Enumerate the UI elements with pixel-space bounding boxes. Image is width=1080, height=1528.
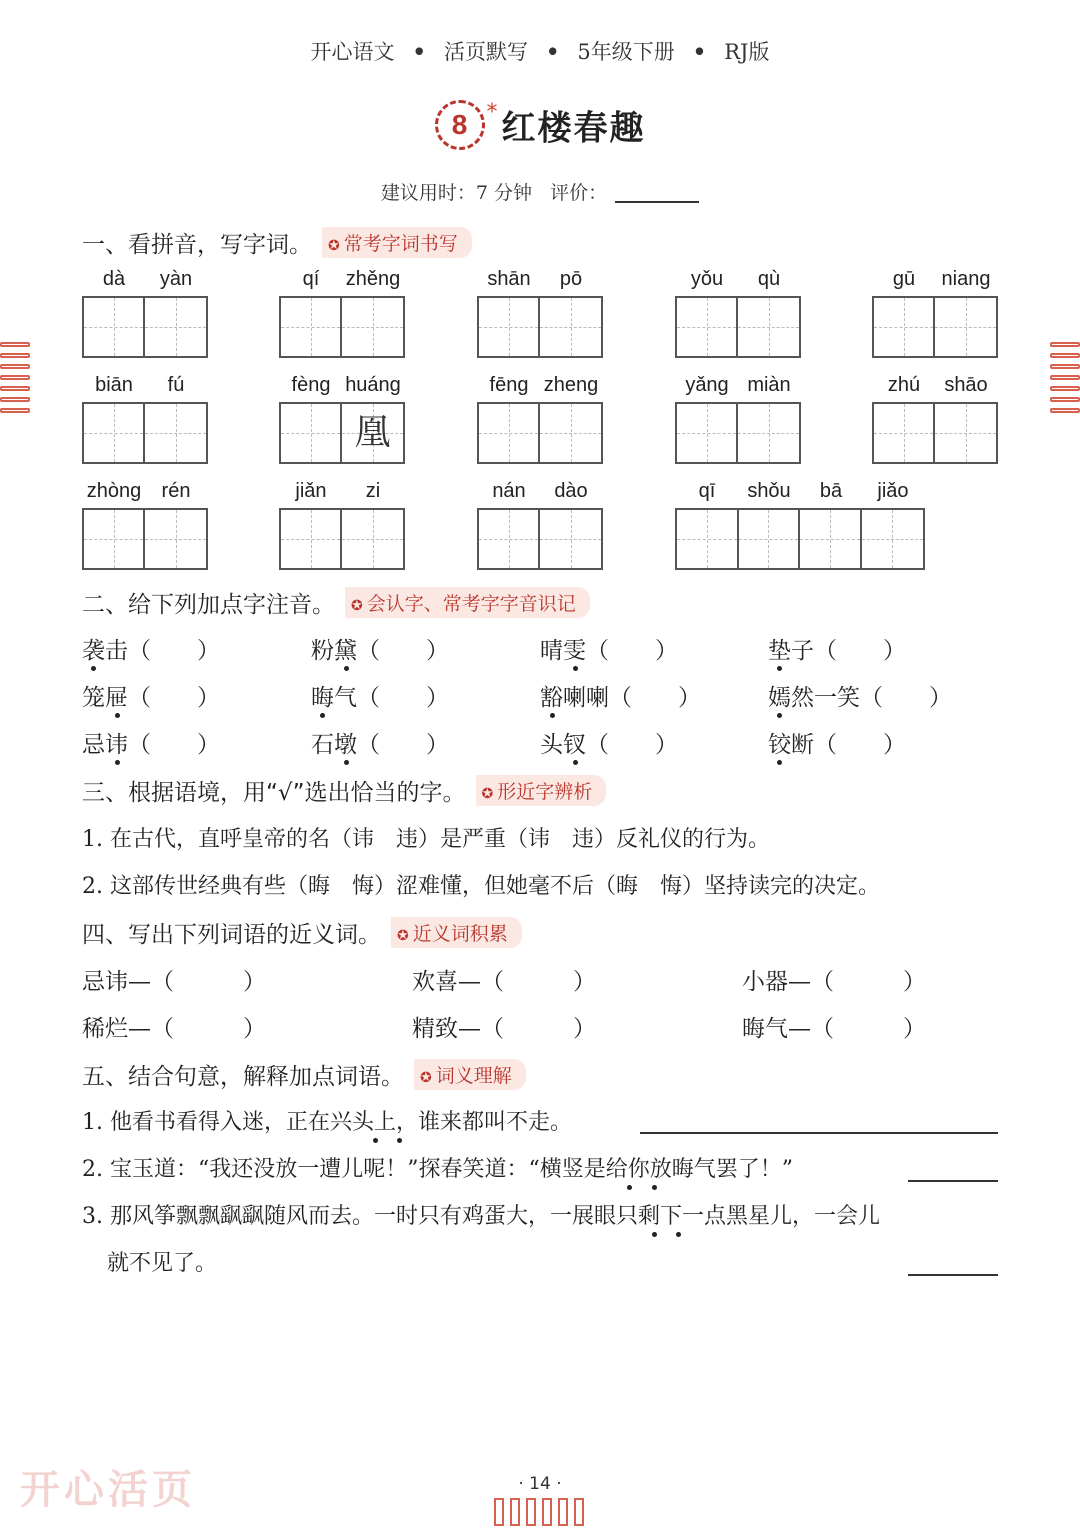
emphasis-dot [573, 666, 578, 671]
grid-cell[interactable] [540, 510, 601, 568]
section-1-title [82, 226, 472, 259]
pinyin-item[interactable]: 铰断（ ） [768, 732, 906, 758]
answer-line[interactable] [908, 1180, 998, 1182]
pinyin: zi [365, 480, 381, 502]
synonym-item[interactable]: 欢喜—（ ） [412, 969, 596, 995]
pinyin: qù [757, 268, 781, 290]
grid-cell[interactable] [281, 510, 342, 568]
header-sep: • [412, 39, 426, 64]
gear-icon: ✪ [351, 598, 363, 614]
answer-line[interactable] [640, 1132, 998, 1134]
explain-sentence: 1. 他看书看得入迷，正在兴头上，谁来都叫不走。 [82, 1110, 572, 1135]
writing-grid[interactable] [872, 402, 998, 464]
pinyin: dào [554, 480, 588, 502]
grid-cell[interactable] [145, 404, 206, 462]
pinyin: bā [819, 480, 843, 502]
section-5-heading: 五、结合句意，解释加点词语。 [82, 1064, 404, 1090]
star-icon: * [486, 100, 498, 125]
lesson-number-badge: 8 [435, 100, 485, 150]
pinyin: dà [102, 268, 126, 290]
emphasis-dot [627, 1185, 632, 1190]
pinyin: fèng [291, 374, 331, 396]
pinyin: miàn [747, 374, 791, 396]
grid-cell[interactable] [479, 404, 540, 462]
header-series: 活页默写 [443, 40, 528, 64]
section-2-heading: 二、给下列加点字注音。 [82, 592, 335, 618]
header-edition: RJ版 [724, 40, 770, 64]
section-1-tag [322, 227, 472, 258]
emphasis-dot [115, 713, 120, 718]
section-2-tag-text: 会认字、常考字字音识记 [366, 593, 576, 615]
pinyin: fú [167, 374, 185, 396]
writing-grid[interactable] [477, 508, 603, 570]
section-5-title [82, 1058, 526, 1091]
grid-cell-prefilled[interactable] [342, 404, 403, 462]
pinyin-item[interactable]: 粉黛（ ） [311, 638, 449, 664]
emphasis-dot [550, 713, 555, 718]
header-brand: 开心语文 [310, 40, 395, 64]
grid-cell[interactable] [479, 298, 540, 356]
pinyin-item[interactable]: 袭击（ ） [82, 638, 220, 664]
emphasis-dot [344, 666, 349, 671]
pinyin: rén [161, 480, 191, 502]
emphasis-dot [397, 1138, 402, 1143]
choice-sentence[interactable]: 2. 这部传世经典有些（晦 悔）涩难懂，但她毫不后（晦 悔）坚持读完的决定。 [82, 874, 880, 899]
page-number: · 14 · [518, 1474, 562, 1494]
pinyin: biān [95, 374, 133, 396]
pinyin: yǒu [690, 268, 724, 290]
grid-cell[interactable] [84, 510, 145, 568]
grid-cell[interactable] [84, 404, 145, 462]
emphasis-dot [777, 760, 782, 765]
pinyin: yǎng [685, 374, 729, 396]
grid-cell[interactable] [342, 510, 403, 568]
grid-cell[interactable] [677, 404, 738, 462]
section-3-title [82, 774, 606, 807]
pinyin-item[interactable]: 石墩（ ） [311, 732, 449, 758]
emphasis-dot [373, 1138, 378, 1143]
pinyin: jiǎn [295, 480, 327, 502]
section-3-heading: 三、根据语境，用“√”选出恰当的字。 [82, 780, 466, 806]
writing-grid[interactable] [675, 402, 801, 464]
right-side-bars [1050, 342, 1080, 419]
grid-cell[interactable] [677, 298, 738, 356]
pinyin-item[interactable]: 豁喇喇（ ） [540, 685, 701, 711]
header-sep: • [545, 39, 560, 64]
gear-icon: ✪ [420, 1070, 432, 1086]
pinyin: zhòng [86, 480, 142, 502]
pinyin: nán [492, 480, 526, 502]
suggested-time: 建议用时：7 分钟 [380, 182, 532, 204]
writing-grid[interactable] [675, 508, 925, 570]
pinyin: niang [941, 268, 991, 290]
writing-grid[interactable] [675, 296, 801, 358]
grid-cell[interactable] [739, 510, 801, 568]
grid-cell[interactable] [738, 298, 799, 356]
header-grade: 5年级下册 [577, 40, 675, 64]
pinyin-item[interactable]: 晴雯（ ） [540, 638, 678, 664]
section-2-tag [345, 587, 590, 618]
explain-sentence: 2. 宝玉道：“我还没放一遭儿呢！”探春笑道：“横竖是给你放晦气罢了！” [82, 1157, 793, 1182]
emphasis-dot [115, 760, 120, 765]
lesson-title-row [0, 100, 1080, 150]
grid-cell[interactable] [84, 298, 145, 356]
emphasis-dot [652, 1185, 657, 1190]
header-sep: • [692, 39, 707, 64]
choice-sentence[interactable]: 1. 在古代，直呼皇帝的名（讳 违）是严重（讳 违）反礼仪的行为。 [82, 827, 770, 852]
bottom-bars [494, 1498, 584, 1526]
grid-cell[interactable] [874, 404, 935, 462]
watermark-logo: 开心活页 [20, 1467, 196, 1513]
writing-grid[interactable] [477, 402, 603, 464]
pinyin: qī [698, 480, 716, 502]
section-1-heading: 一、看拼音，写字词。 [82, 232, 312, 258]
pinyin-item[interactable]: 头钗（ ） [540, 732, 678, 758]
synonym-item[interactable]: 忌讳—（ ） [82, 969, 266, 995]
page-header [0, 36, 1080, 66]
grid-cell[interactable] [281, 404, 342, 462]
grid-cell[interactable] [281, 298, 342, 356]
pinyin: shǒu [747, 480, 791, 502]
grid-cell[interactable] [800, 510, 862, 568]
section-5-tag-text: 词义理解 [435, 1065, 512, 1087]
emphasis-dot [777, 713, 782, 718]
left-side-bars [0, 342, 30, 419]
emphasis-dot [91, 666, 96, 671]
explain-sentence: 就不见了。 [107, 1251, 218, 1276]
pinyin: zhěng [345, 268, 401, 290]
section-5-tag [414, 1059, 526, 1090]
pinyin-item[interactable]: 笼屉（ ） [82, 685, 220, 711]
section-4-tag-text: 近义词积累 [412, 923, 508, 945]
pinyin: fēng [489, 374, 529, 396]
pinyin: shān [487, 268, 531, 290]
synonym-item[interactable]: 晦气—（ ） [742, 1016, 926, 1042]
pinyin: yàn [159, 268, 193, 290]
synonym-item[interactable]: 稀烂—（ ） [82, 1016, 266, 1042]
grid-cell[interactable] [479, 510, 540, 568]
pinyin: qí [302, 268, 320, 290]
grid-cell[interactable] [738, 404, 799, 462]
explain-sentence: 3. 那风筝飘飘飖飖随风而去。一时只有鸡蛋大，一展眼只剩下一点黑星儿，一会儿 [82, 1204, 880, 1229]
section-4-tag [391, 917, 522, 948]
pinyin: jiǎo [877, 480, 909, 502]
grid-cell[interactable] [677, 510, 739, 568]
pinyin: shāo [944, 374, 988, 396]
writing-grid[interactable] [279, 508, 405, 570]
writing-grid[interactable] [279, 296, 405, 358]
grid-cell[interactable] [540, 298, 601, 356]
section-4-heading: 四、写出下列词语的近义词。 [82, 922, 381, 948]
evaluation-blank[interactable] [615, 201, 699, 203]
section-4-title [82, 916, 522, 949]
pinyin: zhú [887, 374, 921, 396]
section-1-tag-text: 常考字词书写 [343, 233, 458, 255]
writing-grid[interactable] [279, 402, 405, 464]
grid-cell[interactable] [145, 510, 206, 568]
pinyin: gū [892, 268, 916, 290]
grid-cell[interactable] [935, 298, 996, 356]
writing-grid[interactable] [82, 508, 208, 570]
grid-cell[interactable] [342, 298, 403, 356]
lesson-title: 红楼春趣 [501, 108, 646, 149]
evaluation-label: 评价： [550, 182, 608, 204]
pinyin-item[interactable]: 垫子（ ） [768, 638, 906, 664]
prefilled-char: 凰 [354, 412, 391, 453]
writing-grid[interactable] [477, 296, 603, 358]
grid-cell[interactable] [540, 404, 601, 462]
writing-grid[interactable] [82, 402, 208, 464]
synonym-item[interactable]: 精致—（ ） [412, 1016, 596, 1042]
meta-line [0, 178, 1080, 205]
grid-cell[interactable] [935, 404, 996, 462]
pinyin: huáng [345, 374, 401, 396]
section-3-tag-text: 形近字辨析 [497, 781, 593, 803]
synonym-item[interactable]: 小器—（ ） [742, 969, 926, 995]
emphasis-dot [320, 713, 325, 718]
emphasis-dot [573, 760, 578, 765]
pinyin-item[interactable]: 晦气（ ） [311, 685, 449, 711]
section-3-tag [476, 775, 607, 806]
emphasis-dot [652, 1232, 657, 1237]
grid-cell[interactable] [874, 298, 935, 356]
gear-icon: ✪ [481, 786, 494, 802]
grid-cell[interactable] [145, 298, 206, 356]
writing-grid[interactable] [872, 296, 998, 358]
pinyin-item[interactable]: 嫣然一笑（ ） [768, 685, 952, 711]
emphasis-dot [777, 666, 782, 671]
section-2-title [82, 586, 590, 619]
gear-icon: ✪ [328, 238, 340, 254]
pinyin: zheng [543, 374, 599, 396]
answer-line[interactable] [908, 1274, 998, 1276]
grid-cell[interactable] [862, 510, 923, 568]
emphasis-dot [676, 1232, 681, 1237]
pinyin-item[interactable]: 忌讳（ ） [82, 732, 220, 758]
gear-icon: ✪ [397, 928, 409, 944]
emphasis-dot [344, 760, 349, 765]
writing-grid[interactable] [82, 296, 208, 358]
pinyin: pō [559, 268, 583, 290]
